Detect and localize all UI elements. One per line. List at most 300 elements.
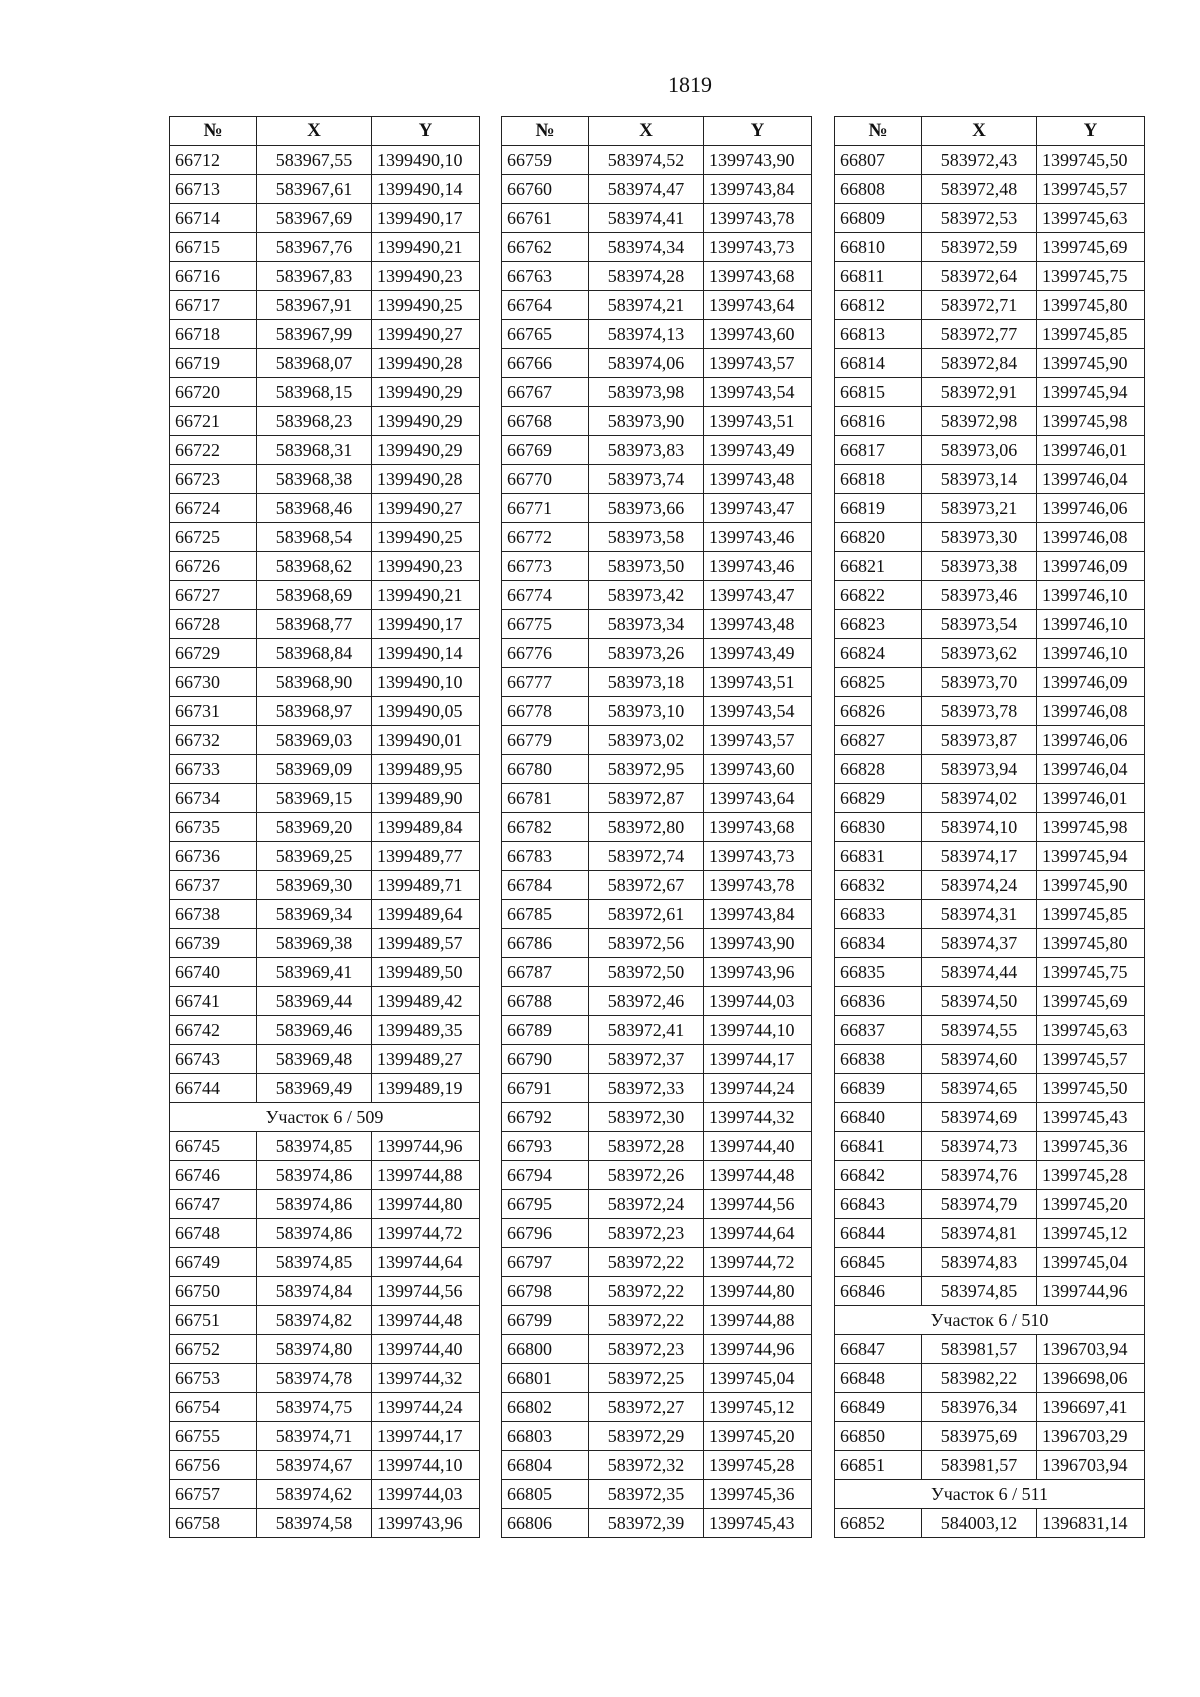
- y-coordinate-cell: 1399745,20: [1037, 1190, 1145, 1219]
- point-number-cell: 66849: [835, 1393, 922, 1422]
- point-number-cell: 66783: [502, 842, 589, 871]
- table-row: [502, 1190, 812, 1219]
- x-coordinate-cell: 583969,46: [257, 1016, 372, 1045]
- point-number-cell: 66842: [835, 1161, 922, 1190]
- table-row: [835, 871, 1145, 900]
- table-row: [170, 1335, 480, 1364]
- y-coordinate-cell: 1399744,80: [372, 1190, 480, 1219]
- y-coordinate-cell: 1399745,12: [1037, 1219, 1145, 1248]
- point-number-cell: 66837: [835, 1016, 922, 1045]
- y-coordinate-cell: 1399490,28: [372, 465, 480, 494]
- x-coordinate-cell: 583972,87: [589, 784, 704, 813]
- y-coordinate-cell: 1396703,94: [1037, 1335, 1145, 1364]
- y-coordinate-cell: 1399745,85: [1037, 900, 1145, 929]
- point-number-cell: 66751: [170, 1306, 257, 1335]
- point-number-cell: 66757: [170, 1480, 257, 1509]
- table-header-row: [835, 117, 1145, 146]
- x-coordinate-cell: 583974,10: [922, 813, 1037, 842]
- table-row: [170, 1277, 480, 1306]
- x-coordinate-cell: 583973,46: [922, 581, 1037, 610]
- table-row: [502, 291, 812, 320]
- table-row: [835, 958, 1145, 987]
- table-body: [502, 146, 812, 1538]
- table-row: [835, 813, 1145, 842]
- y-coordinate-cell: 1399743,46: [704, 523, 812, 552]
- y-coordinate-cell: 1399744,32: [372, 1364, 480, 1393]
- x-coordinate-cell: 583967,91: [257, 291, 372, 320]
- point-number-cell: 66850: [835, 1422, 922, 1451]
- table-row: [502, 1451, 812, 1480]
- point-number-cell: 66726: [170, 552, 257, 581]
- table-row: [835, 697, 1145, 726]
- table-row: [170, 1451, 480, 1480]
- column-header-number: №: [835, 117, 922, 146]
- x-coordinate-cell: 583967,99: [257, 320, 372, 349]
- x-coordinate-cell: 583969,44: [257, 987, 372, 1016]
- table-row: [170, 1480, 480, 1509]
- y-coordinate-cell: 1399746,01: [1037, 436, 1145, 465]
- x-coordinate-cell: 583973,26: [589, 639, 704, 668]
- y-coordinate-cell: 1399489,19: [372, 1074, 480, 1103]
- point-number-cell: 66742: [170, 1016, 257, 1045]
- point-number-cell: 66722: [170, 436, 257, 465]
- y-coordinate-cell: 1399490,10: [372, 146, 480, 175]
- x-coordinate-cell: 583972,41: [589, 1016, 704, 1045]
- y-coordinate-cell: 1399490,29: [372, 436, 480, 465]
- point-number-cell: 66782: [502, 813, 589, 842]
- y-coordinate-cell: 1399745,36: [704, 1480, 812, 1509]
- point-number-cell: 66745: [170, 1132, 257, 1161]
- x-coordinate-cell: 583972,30: [589, 1103, 704, 1132]
- table-row: [502, 929, 812, 958]
- point-number-cell: 66785: [502, 900, 589, 929]
- point-number-cell: 66750: [170, 1277, 257, 1306]
- x-coordinate-cell: 583973,42: [589, 581, 704, 610]
- x-coordinate-cell: 583972,39: [589, 1509, 704, 1538]
- x-coordinate-cell: 583972,35: [589, 1480, 704, 1509]
- point-number-cell: 66737: [170, 871, 257, 900]
- x-coordinate-cell: 583974,84: [257, 1277, 372, 1306]
- x-coordinate-cell: 583973,54: [922, 610, 1037, 639]
- point-number-cell: 66844: [835, 1219, 922, 1248]
- table-row: [835, 784, 1145, 813]
- x-coordinate-cell: 583968,23: [257, 407, 372, 436]
- point-number-cell: 66817: [835, 436, 922, 465]
- table-row: [502, 726, 812, 755]
- y-coordinate-cell: 1399744,10: [704, 1016, 812, 1045]
- x-coordinate-cell: 583969,38: [257, 929, 372, 958]
- y-coordinate-cell: 1399743,48: [704, 465, 812, 494]
- x-coordinate-cell: 583972,22: [589, 1277, 704, 1306]
- point-number-cell: 66740: [170, 958, 257, 987]
- y-coordinate-cell: 1399744,17: [372, 1422, 480, 1451]
- y-coordinate-cell: 1399743,49: [704, 436, 812, 465]
- y-coordinate-cell: 1399490,29: [372, 378, 480, 407]
- x-coordinate-cell: 583974,78: [257, 1364, 372, 1393]
- table-row: [502, 146, 812, 175]
- table-row: [502, 1132, 812, 1161]
- y-coordinate-cell: 1399743,60: [704, 320, 812, 349]
- table-row: [502, 1045, 812, 1074]
- point-number-cell: 66758: [170, 1509, 257, 1538]
- x-coordinate-cell: 583974,86: [257, 1219, 372, 1248]
- x-coordinate-cell: 583974,75: [257, 1393, 372, 1422]
- table-row: [835, 1103, 1145, 1132]
- y-coordinate-cell: 1399744,03: [704, 987, 812, 1016]
- point-number-cell: 66794: [502, 1161, 589, 1190]
- x-coordinate-cell: 583972,23: [589, 1335, 704, 1364]
- y-coordinate-cell: 1399744,88: [704, 1306, 812, 1335]
- point-number-cell: 66756: [170, 1451, 257, 1480]
- point-number-cell: 66796: [502, 1219, 589, 1248]
- x-coordinate-cell: 583974,50: [922, 987, 1037, 1016]
- point-number-cell: 66739: [170, 929, 257, 958]
- table-header-row: [502, 117, 812, 146]
- section-row: [835, 1306, 1145, 1335]
- x-coordinate-cell: 583972,24: [589, 1190, 704, 1219]
- table-row: [835, 378, 1145, 407]
- x-coordinate-cell: 583968,31: [257, 436, 372, 465]
- point-number-cell: 66777: [502, 668, 589, 697]
- x-coordinate-cell: 583974,86: [257, 1190, 372, 1219]
- x-coordinate-cell: 583972,64: [922, 262, 1037, 291]
- point-number-cell: 66823: [835, 610, 922, 639]
- y-coordinate-cell: 1399490,25: [372, 523, 480, 552]
- point-number-cell: 66833: [835, 900, 922, 929]
- y-coordinate-cell: 1399745,90: [1037, 871, 1145, 900]
- table-row: [502, 697, 812, 726]
- point-number-cell: 66754: [170, 1393, 257, 1422]
- y-coordinate-cell: 1399743,68: [704, 262, 812, 291]
- x-coordinate-cell: 583974,82: [257, 1306, 372, 1335]
- y-coordinate-cell: 1399744,40: [704, 1132, 812, 1161]
- y-coordinate-cell: 1399744,56: [704, 1190, 812, 1219]
- x-coordinate-cell: 583969,48: [257, 1045, 372, 1074]
- y-coordinate-cell: 1399743,96: [372, 1509, 480, 1538]
- x-coordinate-cell: 583972,27: [589, 1393, 704, 1422]
- point-number-cell: 66804: [502, 1451, 589, 1480]
- y-coordinate-cell: 1396697,41: [1037, 1393, 1145, 1422]
- y-coordinate-cell: 1399743,64: [704, 784, 812, 813]
- table-row: [835, 1016, 1145, 1045]
- table-row: [170, 1248, 480, 1277]
- point-number-cell: 66763: [502, 262, 589, 291]
- y-coordinate-cell: 1399745,98: [1037, 407, 1145, 436]
- table-row: [170, 900, 480, 929]
- y-coordinate-cell: 1399489,77: [372, 842, 480, 871]
- table-row: [170, 871, 480, 900]
- y-coordinate-cell: 1399745,94: [1037, 378, 1145, 407]
- point-number-cell: 66834: [835, 929, 922, 958]
- table-row: [170, 320, 480, 349]
- column-header-x: X: [922, 117, 1037, 146]
- y-coordinate-cell: 1399746,10: [1037, 639, 1145, 668]
- table-row: [835, 262, 1145, 291]
- column-header-x: X: [589, 117, 704, 146]
- x-coordinate-cell: 583967,61: [257, 175, 372, 204]
- table-row: [502, 1364, 812, 1393]
- y-coordinate-cell: 1399489,50: [372, 958, 480, 987]
- table-row: [835, 639, 1145, 668]
- y-coordinate-cell: 1399744,48: [372, 1306, 480, 1335]
- point-number-cell: 66786: [502, 929, 589, 958]
- x-coordinate-cell: 583973,21: [922, 494, 1037, 523]
- table-row: [835, 1451, 1145, 1480]
- x-coordinate-cell: 583974,60: [922, 1045, 1037, 1074]
- x-coordinate-cell: 583972,53: [922, 204, 1037, 233]
- coordinates-table-3: [834, 116, 1145, 1538]
- table-row: [835, 610, 1145, 639]
- table-row: [502, 494, 812, 523]
- point-number-cell: 66846: [835, 1277, 922, 1306]
- x-coordinate-cell: 583972,50: [589, 958, 704, 987]
- x-coordinate-cell: 583972,59: [922, 233, 1037, 262]
- x-coordinate-cell: 583972,77: [922, 320, 1037, 349]
- table-row: [170, 639, 480, 668]
- table-row: [502, 523, 812, 552]
- point-number-cell: 66780: [502, 755, 589, 784]
- table-row: [502, 900, 812, 929]
- y-coordinate-cell: 1399745,90: [1037, 349, 1145, 378]
- x-coordinate-cell: 583974,13: [589, 320, 704, 349]
- table-row: [502, 842, 812, 871]
- table-row: [502, 1422, 812, 1451]
- y-coordinate-cell: 1399746,01: [1037, 784, 1145, 813]
- point-number-cell: 66716: [170, 262, 257, 291]
- y-coordinate-cell: 1396831,14: [1037, 1509, 1145, 1538]
- table-row: [170, 175, 480, 204]
- point-number-cell: 66723: [170, 465, 257, 494]
- table-row: [170, 1190, 480, 1219]
- point-number-cell: 66852: [835, 1509, 922, 1538]
- point-number-cell: 66820: [835, 523, 922, 552]
- x-coordinate-cell: 583974,62: [257, 1480, 372, 1509]
- x-coordinate-cell: 583972,46: [589, 987, 704, 1016]
- y-coordinate-cell: 1399744,56: [372, 1277, 480, 1306]
- y-coordinate-cell: 1396703,29: [1037, 1422, 1145, 1451]
- point-number-cell: 66759: [502, 146, 589, 175]
- y-coordinate-cell: 1399489,95: [372, 755, 480, 784]
- coordinates-table-2: [501, 116, 812, 1538]
- x-coordinate-cell: 583974,41: [589, 204, 704, 233]
- x-coordinate-cell: 583974,85: [257, 1132, 372, 1161]
- y-coordinate-cell: 1399490,21: [372, 233, 480, 262]
- point-number-cell: 66765: [502, 320, 589, 349]
- x-coordinate-cell: 583972,95: [589, 755, 704, 784]
- y-coordinate-cell: 1399743,78: [704, 871, 812, 900]
- y-coordinate-cell: 1399743,51: [704, 668, 812, 697]
- table-row: [502, 349, 812, 378]
- table-row: [502, 465, 812, 494]
- point-number-cell: 66755: [170, 1422, 257, 1451]
- x-coordinate-cell: 583969,49: [257, 1074, 372, 1103]
- point-number-cell: 66752: [170, 1335, 257, 1364]
- y-coordinate-cell: 1399743,68: [704, 813, 812, 842]
- point-number-cell: 66797: [502, 1248, 589, 1277]
- x-coordinate-cell: 583969,34: [257, 900, 372, 929]
- table-row: [835, 1393, 1145, 1422]
- table-row: [502, 1393, 812, 1422]
- y-coordinate-cell: 1399490,28: [372, 349, 480, 378]
- point-number-cell: 66795: [502, 1190, 589, 1219]
- table-row: [170, 929, 480, 958]
- table-body: [835, 146, 1145, 1538]
- x-coordinate-cell: 583974,02: [922, 784, 1037, 813]
- point-number-cell: 66841: [835, 1132, 922, 1161]
- point-number-cell: 66792: [502, 1103, 589, 1132]
- y-coordinate-cell: 1399743,57: [704, 726, 812, 755]
- x-coordinate-cell: 583974,28: [589, 262, 704, 291]
- y-coordinate-cell: 1399743,46: [704, 552, 812, 581]
- table-row: [835, 1509, 1145, 1538]
- table-row: [835, 523, 1145, 552]
- section-row: [170, 1103, 480, 1132]
- point-number-cell: 66719: [170, 349, 257, 378]
- y-coordinate-cell: 1399489,57: [372, 929, 480, 958]
- x-coordinate-cell: 583972,61: [589, 900, 704, 929]
- table-row: [170, 1074, 480, 1103]
- table-row: [170, 610, 480, 639]
- y-coordinate-cell: 1399743,60: [704, 755, 812, 784]
- point-number-cell: 66728: [170, 610, 257, 639]
- point-number-cell: 66773: [502, 552, 589, 581]
- x-coordinate-cell: 583969,20: [257, 813, 372, 842]
- x-coordinate-cell: 583975,69: [922, 1422, 1037, 1451]
- point-number-cell: 66729: [170, 639, 257, 668]
- table-row: [502, 871, 812, 900]
- y-coordinate-cell: 1399745,69: [1037, 233, 1145, 262]
- y-coordinate-cell: 1399490,23: [372, 552, 480, 581]
- y-coordinate-cell: 1399746,09: [1037, 552, 1145, 581]
- y-coordinate-cell: 1399745,50: [1037, 1074, 1145, 1103]
- point-number-cell: 66805: [502, 1480, 589, 1509]
- table-row: [170, 1393, 480, 1422]
- table-row: [170, 233, 480, 262]
- x-coordinate-cell: 583972,23: [589, 1219, 704, 1248]
- x-coordinate-cell: 583972,80: [589, 813, 704, 842]
- x-coordinate-cell: 583967,55: [257, 146, 372, 175]
- point-number-cell: 66813: [835, 320, 922, 349]
- y-coordinate-cell: 1399743,90: [704, 929, 812, 958]
- x-coordinate-cell: 583973,58: [589, 523, 704, 552]
- table-row: [502, 204, 812, 233]
- y-coordinate-cell: 1399490,01: [372, 726, 480, 755]
- table-row: [502, 755, 812, 784]
- table-row: [170, 842, 480, 871]
- x-coordinate-cell: 583974,71: [257, 1422, 372, 1451]
- point-number-cell: 66808: [835, 175, 922, 204]
- table-body: [170, 146, 480, 1538]
- table-row: [502, 813, 812, 842]
- y-coordinate-cell: 1399489,35: [372, 1016, 480, 1045]
- table-header-row: [170, 117, 480, 146]
- x-coordinate-cell: 583974,73: [922, 1132, 1037, 1161]
- table-row: [170, 755, 480, 784]
- y-coordinate-cell: 1399744,17: [704, 1045, 812, 1074]
- table-row: [835, 407, 1145, 436]
- x-coordinate-cell: 583967,83: [257, 262, 372, 291]
- point-number-cell: 66799: [502, 1306, 589, 1335]
- table-row: [835, 1219, 1145, 1248]
- x-coordinate-cell: 584003,12: [922, 1509, 1037, 1538]
- x-coordinate-cell: 583974,24: [922, 871, 1037, 900]
- table-row: [170, 407, 480, 436]
- y-coordinate-cell: 1399743,47: [704, 494, 812, 523]
- x-coordinate-cell: 583972,25: [589, 1364, 704, 1393]
- y-coordinate-cell: 1399743,73: [704, 842, 812, 871]
- x-coordinate-cell: 583974,67: [257, 1451, 372, 1480]
- point-number-cell: 66730: [170, 668, 257, 697]
- y-coordinate-cell: 1399744,88: [372, 1161, 480, 1190]
- point-number-cell: 66715: [170, 233, 257, 262]
- table-row: [502, 639, 812, 668]
- y-coordinate-cell: 1399745,98: [1037, 813, 1145, 842]
- table-row: [835, 581, 1145, 610]
- y-coordinate-cell: 1399745,80: [1037, 929, 1145, 958]
- table-row: [502, 1161, 812, 1190]
- table-row: [835, 900, 1145, 929]
- x-coordinate-cell: 583974,17: [922, 842, 1037, 871]
- table-row: [835, 1190, 1145, 1219]
- y-coordinate-cell: 1399744,96: [372, 1132, 480, 1161]
- table-row: [835, 146, 1145, 175]
- table-row: [835, 1074, 1145, 1103]
- x-coordinate-cell: 583973,62: [922, 639, 1037, 668]
- x-coordinate-cell: 583974,83: [922, 1248, 1037, 1277]
- point-number-cell: 66738: [170, 900, 257, 929]
- y-coordinate-cell: 1399490,23: [372, 262, 480, 291]
- y-coordinate-cell: 1399745,57: [1037, 175, 1145, 204]
- point-number-cell: 66824: [835, 639, 922, 668]
- x-coordinate-cell: 583973,18: [589, 668, 704, 697]
- x-coordinate-cell: 583973,98: [589, 378, 704, 407]
- point-number-cell: 66821: [835, 552, 922, 581]
- table-row: [835, 349, 1145, 378]
- y-coordinate-cell: 1399490,17: [372, 610, 480, 639]
- x-coordinate-cell: 583973,78: [922, 697, 1037, 726]
- y-coordinate-cell: 1399489,64: [372, 900, 480, 929]
- y-coordinate-cell: 1399744,24: [372, 1393, 480, 1422]
- table-row: [502, 233, 812, 262]
- point-number-cell: 66774: [502, 581, 589, 610]
- point-number-cell: 66832: [835, 871, 922, 900]
- table-row: [170, 697, 480, 726]
- point-number-cell: 66770: [502, 465, 589, 494]
- coordinates-table-1: [169, 116, 480, 1538]
- point-number-cell: 66746: [170, 1161, 257, 1190]
- point-number-cell: 66806: [502, 1509, 589, 1538]
- table-row: [502, 407, 812, 436]
- table-row: [170, 291, 480, 320]
- x-coordinate-cell: 583968,90: [257, 668, 372, 697]
- table-row: [170, 1364, 480, 1393]
- table-row: [170, 146, 480, 175]
- table-row: [170, 262, 480, 291]
- x-coordinate-cell: 583974,37: [922, 929, 1037, 958]
- column-header-y: Y: [372, 117, 480, 146]
- table-row: [502, 1219, 812, 1248]
- point-number-cell: 66845: [835, 1248, 922, 1277]
- point-number-cell: 66816: [835, 407, 922, 436]
- y-coordinate-cell: 1399490,17: [372, 204, 480, 233]
- table-row: [170, 465, 480, 494]
- table-row: [502, 581, 812, 610]
- y-coordinate-cell: 1399490,27: [372, 320, 480, 349]
- y-coordinate-cell: 1396703,94: [1037, 1451, 1145, 1480]
- point-number-cell: 66724: [170, 494, 257, 523]
- table-row: [835, 204, 1145, 233]
- x-coordinate-cell: 583972,74: [589, 842, 704, 871]
